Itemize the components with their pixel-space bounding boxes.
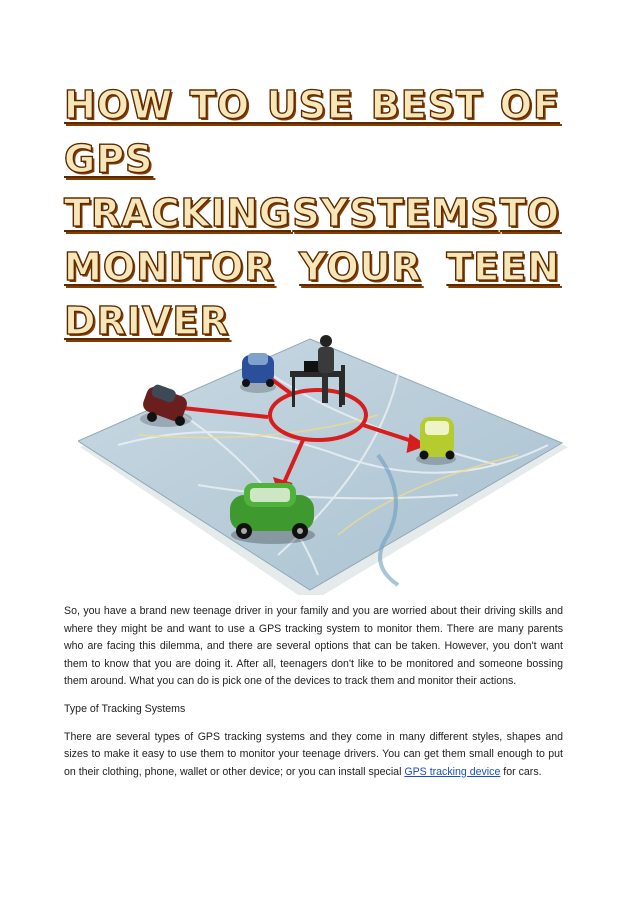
- car-blue: [240, 353, 276, 393]
- title-word: TRACKING: [64, 191, 292, 235]
- page-title: [64, 78, 560, 348]
- title-word: SYSTEMS: [292, 191, 499, 235]
- intro-paragraph: So, you have a brand new teenage driver in your family and you are worried about their driving skills and where they might be and want to use a GPS tracking system to monitor them. There are many parents who are facing this dilemma, and there are several options that can be taken. However, you don't want them to know that you are doing it. After all, teenagers don't like to be monitored and someone bossing them around. What you can do is pick one of the devices to track them and monitor their actions.: [64, 605, 563, 688]
- gps-tracking-device-link[interactable]: GPS tracking device: [404, 765, 501, 778]
- types-text-before: There are several types of GPS tracking systems and they come in many different styles, shapes and sizes to make it easy to use them to monitor your teenage drivers. You can get them small enough to put on their clothing, phone, wallet or other device; or you can install special: [64, 730, 563, 778]
- title-word: TO: [499, 191, 560, 235]
- car-yellow-green: [416, 417, 456, 465]
- article-body: [64, 603, 563, 791]
- title-line-2: [64, 186, 560, 240]
- title-word: YOUR: [299, 245, 422, 289]
- section-heading: Type of Tracking Systems: [64, 702, 186, 715]
- car-maroon: [140, 383, 192, 427]
- title-word: MONITOR: [64, 245, 275, 289]
- gps-tracking-map-illustration-icon: [78, 335, 570, 595]
- title-line-3: [64, 240, 560, 294]
- types-paragraph: [64, 729, 563, 782]
- title-word: TEEN: [446, 245, 560, 289]
- title-line-4: DRIVER: [64, 299, 230, 343]
- types-text-after: for cars.: [500, 765, 542, 778]
- title-line-1: HOW TO USE BEST OF GPS: [64, 83, 560, 181]
